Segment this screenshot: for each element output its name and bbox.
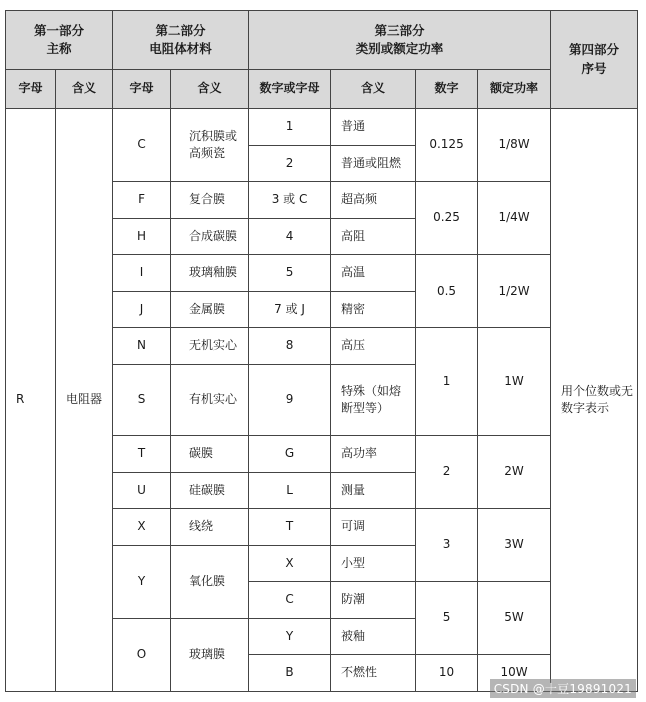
material-letter-cell: X: [113, 509, 171, 546]
material-meaning-cell: 合成碳膜: [171, 218, 249, 255]
material-meaning-cell: 无机实心: [171, 328, 249, 365]
header-part2: [113, 11, 249, 70]
category-code-cell: B: [249, 655, 331, 692]
power-number-cell: 0.25: [416, 182, 478, 255]
col-header-category-meaning: 含义: [331, 70, 416, 109]
power-number-cell: 3: [416, 509, 478, 582]
category-meaning-cell: 普通: [331, 109, 416, 146]
category-meaning-cell: 可调: [331, 509, 416, 546]
table-row: [6, 109, 638, 146]
category-code-cell: 1: [249, 109, 331, 146]
category-meaning-cell: 小型: [331, 545, 416, 582]
power-rated-cell: 1/2W: [478, 255, 551, 328]
col-header-material-letter: 字母: [113, 70, 171, 109]
category-code-cell: C: [249, 582, 331, 619]
category-code-cell: 9: [249, 364, 331, 435]
power-number-cell: 0.5: [416, 255, 478, 328]
header-part4-sub: 序号: [581, 60, 607, 76]
category-code-cell: Y: [249, 618, 331, 655]
header-part3: [249, 11, 551, 70]
header-part2-title: 第二部分: [155, 22, 206, 38]
header-part3-sub: 类别或额定功率: [355, 41, 444, 56]
power-rated-cell: 1W: [478, 328, 551, 436]
material-letter-cell: Y: [113, 545, 171, 618]
material-meaning-cell: 氧化膜: [171, 545, 249, 618]
category-meaning-cell: 高温: [331, 255, 416, 292]
col-header-num-or-letter: 数字或字母: [249, 70, 331, 109]
power-number-cell: 0.125: [416, 109, 478, 182]
col-header-rated-power: 额定功率: [478, 70, 551, 109]
power-number-cell: 10: [416, 655, 478, 692]
power-rated-cell: 2W: [478, 435, 551, 508]
material-meaning-cell: 沉积膜或高频瓷: [171, 109, 249, 182]
category-meaning-cell: 被釉: [331, 618, 416, 655]
material-meaning-cell: 线绕: [171, 509, 249, 546]
material-letter-cell: O: [113, 618, 171, 691]
category-code-cell: 5: [249, 255, 331, 292]
main-meaning-cell: 电阻器: [56, 109, 113, 692]
power-rated-cell: 10W: [478, 655, 551, 692]
power-number-cell: 1: [416, 328, 478, 436]
power-rated-cell: 5W: [478, 582, 551, 655]
col-header-number: 数字: [416, 70, 478, 109]
material-letter-cell: N: [113, 328, 171, 365]
material-letter-cell: J: [113, 291, 171, 328]
category-code-cell: 8: [249, 328, 331, 365]
material-meaning-cell: 金属膜: [171, 291, 249, 328]
category-meaning-cell: 普通或阻燃: [331, 145, 416, 182]
header-part1-sub: 主称: [46, 41, 72, 56]
category-code-cell: G: [249, 435, 331, 472]
category-meaning-cell: 测量: [331, 472, 416, 509]
category-meaning-cell: 特殊（如熔断型等）: [331, 364, 416, 435]
header-part3-title: 第三部分: [374, 22, 425, 38]
material-letter-cell: I: [113, 255, 171, 292]
category-meaning-cell: 高阻: [331, 218, 416, 255]
category-code-cell: T: [249, 509, 331, 546]
power-number-cell: 2: [416, 435, 478, 508]
material-letter-cell: S: [113, 364, 171, 435]
material-letter-cell: F: [113, 182, 171, 219]
category-code-cell: 3 或 C: [249, 182, 331, 219]
category-meaning-cell: 防潮: [331, 582, 416, 619]
material-meaning-cell: 复合膜: [171, 182, 249, 219]
material-meaning-cell: 碳膜: [171, 435, 249, 472]
header-part2-sub: 电阻体材料: [149, 41, 212, 56]
power-rated-cell: 1/4W: [478, 182, 551, 255]
category-meaning-cell: 高压: [331, 328, 416, 365]
category-code-cell: 4: [249, 218, 331, 255]
power-number-cell: 5: [416, 582, 478, 655]
material-meaning-cell: 玻璃釉膜: [171, 255, 249, 292]
power-rated-cell: 1/8W: [478, 109, 551, 182]
category-code-cell: 7 或 J: [249, 291, 331, 328]
resistor-model-table: [5, 10, 638, 692]
material-letter-cell: T: [113, 435, 171, 472]
material-meaning-cell: 玻璃膜: [171, 618, 249, 691]
material-letter-cell: C: [113, 109, 171, 182]
header-part1-title: 第一部分: [34, 22, 85, 38]
category-meaning-cell: 高功率: [331, 435, 416, 472]
material-meaning-cell: 硅碳膜: [171, 472, 249, 509]
category-code-cell: X: [249, 545, 331, 582]
resistor-model-table-frame: [5, 10, 637, 692]
category-meaning-cell: 不燃性: [331, 655, 416, 692]
csdn-watermark: CSDN @十豆19891021: [490, 679, 636, 698]
col-header-meaning: 含义: [56, 70, 113, 109]
main-letter-cell: R: [6, 109, 56, 692]
col-header-letter: 字母: [6, 70, 56, 109]
material-letter-cell: U: [113, 472, 171, 509]
material-meaning-cell: 有机实心: [171, 364, 249, 435]
header-part4: [551, 11, 638, 109]
power-rated-cell: 3W: [478, 509, 551, 582]
material-letter-cell: H: [113, 218, 171, 255]
category-meaning-cell: 精密: [331, 291, 416, 328]
serial-note-cell: 用个位数或无数字表示: [551, 109, 638, 692]
header-part1: [6, 11, 113, 70]
col-header-material-meaning: 含义: [171, 70, 249, 109]
category-meaning-cell: 超高频: [331, 182, 416, 219]
category-code-cell: 2: [249, 145, 331, 182]
header-part4-title: 第四部分: [569, 42, 620, 58]
category-code-cell: L: [249, 472, 331, 509]
